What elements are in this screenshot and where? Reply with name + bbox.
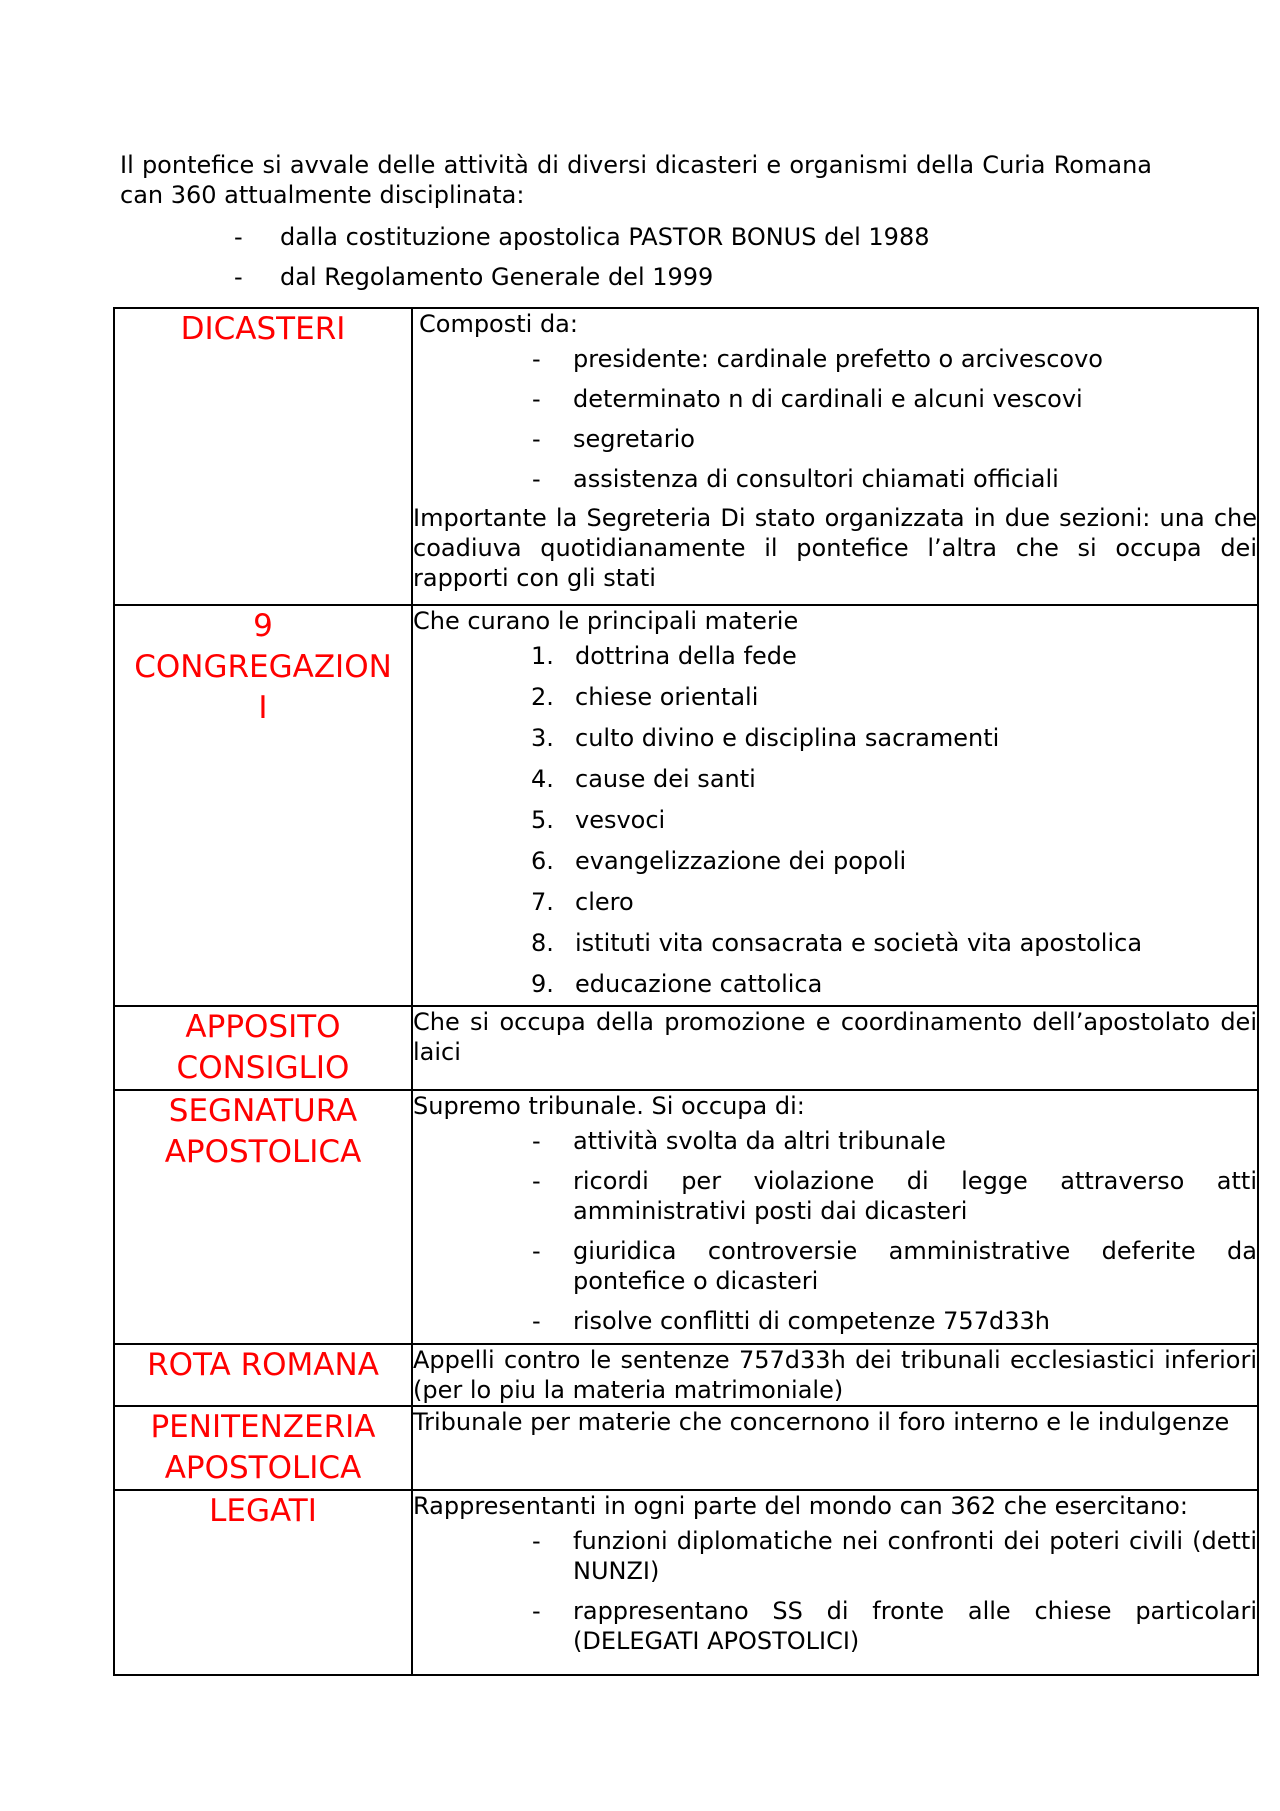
list-item: - attività svolta da altri tribunale <box>532 1127 946 1155</box>
list-item: - dal Regolamento Generale del 1999 <box>234 263 714 291</box>
list-item: - determinato n di cardinali e alcuni vescovi <box>532 385 1083 413</box>
list-item: - ricordi per violazione di legge attraverso atti amministrativi posti dai dicasteri <box>532 1167 1257 1225</box>
dash-list <box>413 1121 1257 1341</box>
curia-table <box>113 307 1259 1676</box>
row-content <box>412 308 1258 605</box>
dash-bullet: - <box>532 385 541 413</box>
row-content <box>412 1490 1258 1675</box>
list-item: - assistenza di consultori chiamati officiali <box>532 465 1059 493</box>
list-item: 3. culto divino e disciplina sacramenti <box>531 724 1000 752</box>
dash-bullet: - <box>532 1527 541 1555</box>
dash-bullet: - <box>234 223 243 251</box>
dash-list <box>413 339 1257 499</box>
row-trailing-text: Importante la Segreteria Di stato organizzata in due sezioni: una che coadiuva quotidianamente il pontefice l’altra che si occupa dei rapporti con gli stati <box>413 504 1257 592</box>
list-item: 5. vesvoci <box>531 806 666 834</box>
table-row <box>114 1406 1258 1490</box>
dash-list <box>413 1521 1257 1661</box>
list-item: 7. clero <box>531 888 634 916</box>
row-lead: Rappresentanti in ogni parte del mondo can 362 che esercitano: <box>413 1492 1188 1520</box>
list-item: - funzioni diplomatiche nei confronti dei poteri civili (detti NUNZI) <box>532 1527 1257 1585</box>
row-label: SEGNATURA APOSTOLICA <box>114 1090 412 1344</box>
row-label: 9 CONGREGAZION I <box>114 605 412 1006</box>
row-lead: Composti da: <box>419 310 578 338</box>
dash-bullet: - <box>532 425 541 453</box>
dash-bullet: - <box>532 345 541 373</box>
dash-bullet: - <box>234 263 243 291</box>
table-row <box>114 1006 1258 1090</box>
list-item: - giuridica controversie amministrative deferite da pontefice o dicasteri <box>532 1237 1257 1295</box>
row-lead: Tribunale per materie che concernono il foro interno e le indulgenze <box>413 1408 1230 1436</box>
list-item: - risolve conflitti di competenze 757d33h <box>532 1307 1050 1335</box>
row-label: APPOSITO CONSIGLIO <box>114 1006 412 1090</box>
dash-bullet: - <box>532 465 541 493</box>
row-label: LEGATI <box>114 1490 412 1675</box>
row-lead: Che si occupa della promozione e coordinamento dell’apostolato dei laici <box>413 1008 1257 1066</box>
row-lead: Appelli contro le sentenze 757d33h dei tribunali ecclesiastici inferiori (per lo piu la materia matrimoniale) <box>413 1346 1257 1404</box>
dash-bullet: - <box>532 1597 541 1625</box>
row-label: DICASTERI <box>114 308 412 605</box>
list-item: 2. chiese orientali <box>531 683 759 711</box>
list-item: - segretario <box>532 425 695 453</box>
list-item: - presidente: cardinale prefetto o arcivescovo <box>532 345 1103 373</box>
row-content <box>412 1406 1258 1490</box>
list-item: 9. educazione cattolica <box>531 970 823 998</box>
dash-bullet: - <box>532 1307 541 1335</box>
list-item: 8. istituti vita consacrata e società vita apostolica <box>531 929 1143 957</box>
row-label: PENITENZERIA APOSTOLICA <box>114 1406 412 1490</box>
list-item: - rappresentano SS di fronte alle chiese particolari (DELEGATI APOSTOLICI) <box>532 1597 1257 1655</box>
row-content <box>412 605 1258 1006</box>
list-item: 6. evangelizzazione dei popoli <box>531 847 907 875</box>
dash-bullet: - <box>532 1237 541 1265</box>
list-item: 4. cause dei santi <box>531 765 756 793</box>
table-row <box>114 1090 1258 1344</box>
table-row <box>114 1490 1258 1675</box>
intro-paragraph: Il pontefice si avvale delle attività di diversi dicasteri e organismi della Curia Romana can 360 attualmente disciplinata: <box>120 151 1152 209</box>
row-content <box>412 1090 1258 1344</box>
table-row <box>114 308 1258 605</box>
row-label: ROTA ROMANA <box>114 1344 412 1406</box>
table-row <box>114 1344 1258 1406</box>
dash-bullet: - <box>532 1127 541 1155</box>
dash-bullet: - <box>532 1167 541 1195</box>
intro-list <box>120 222 1152 302</box>
row-content <box>412 1344 1258 1406</box>
row-content <box>412 1006 1258 1090</box>
row-lead: Che curano le principali materie <box>413 607 799 635</box>
numbered-list <box>413 636 1257 1005</box>
list-item: 1. dottrina della fede <box>531 642 797 670</box>
list-item: - dalla costituzione apostolica PASTOR BONUS del 1988 <box>234 223 930 251</box>
table-row <box>114 605 1258 1006</box>
row-lead: Supremo tribunale. Si occupa di: <box>413 1092 805 1120</box>
